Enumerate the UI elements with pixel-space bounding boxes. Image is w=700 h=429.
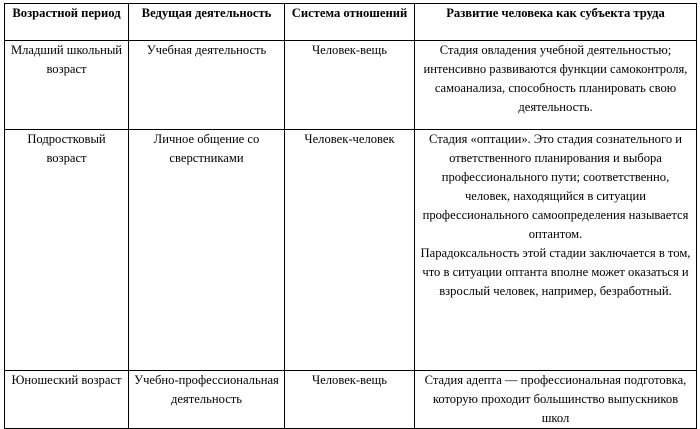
cell-period: Подростковый возраст (5, 130, 129, 371)
cell-relations: Человек-человек (285, 130, 415, 371)
header-relations-system: Система отношений (285, 4, 415, 41)
development-note-paragraph: Парадоксальность этой стадии заключается в том, что в ситуации оптанта вполне может оказаться и взрослый человек, например, безработный. (420, 246, 691, 298)
cell-activity: Учебно-профессиональная деятельность (129, 371, 285, 429)
table-header-row (5, 4, 697, 41)
header-development: Развитие человека как субъекта труда (415, 4, 697, 41)
header-age-period: Возрастной период (5, 4, 129, 41)
cell-activity: Личное общение со сверстниками (129, 130, 285, 371)
header-leading-activity: Ведущая деятельность (129, 4, 285, 41)
cell-development (415, 130, 697, 371)
cell-relations: Человек-вещь (285, 371, 415, 429)
cell-period: Младший школьный возраст (5, 41, 129, 130)
cell-period: Юношеский возраст (5, 371, 129, 429)
table-row (5, 371, 697, 429)
cell-relations: Человек-вещь (285, 41, 415, 130)
cell-activity: Учебная деятельность (129, 41, 285, 130)
table-row (5, 41, 697, 130)
age-periods-table (4, 3, 697, 429)
development-paragraph: Стадия «оптации». Это стадия сознательного и ответственного планирования и выбора профессионального пути; соответственно, человек, находящийся в ситуации профессионального самоопределения называется оптантом. (422, 132, 689, 241)
table-row (5, 130, 697, 371)
cell-development: Стадия адепта — профессиональная подготовка, которую проходит большинство выпускников школ (415, 371, 697, 429)
cell-development: Стадия овладения учебной деятельностью; интенсивно развиваются функции самоконтроля, самоанализа, способность планировать свою деятельность. (415, 41, 697, 130)
